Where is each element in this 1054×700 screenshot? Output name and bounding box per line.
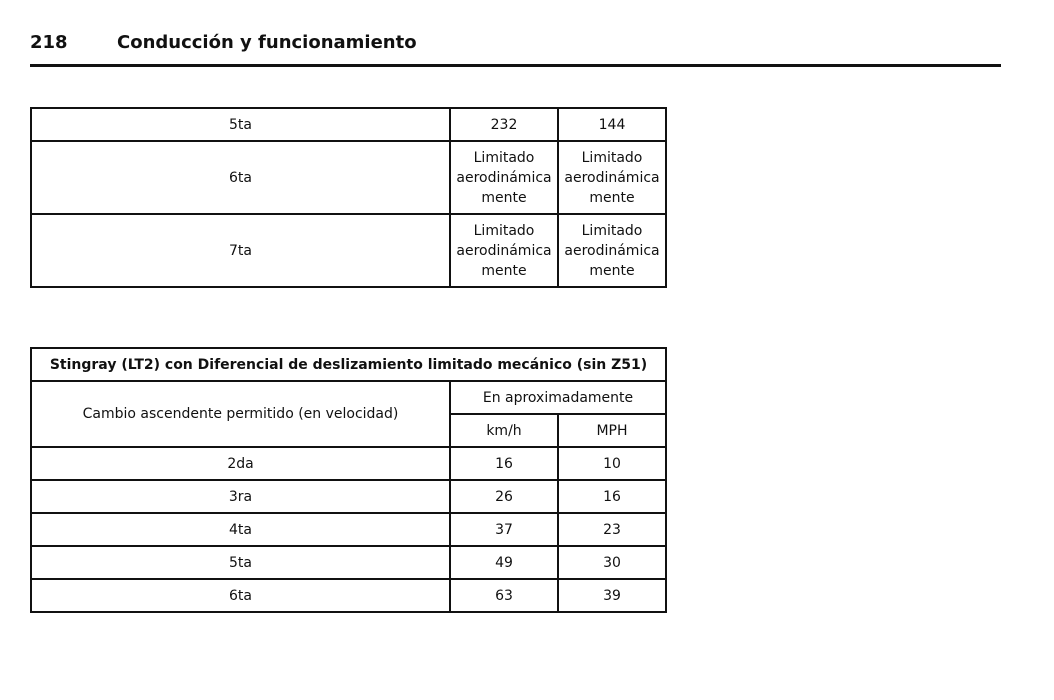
mph-cell: 23 <box>558 513 666 546</box>
table-title: Stingray (LT2) con Diferencial de deslizamiento limitado mecánico (sin Z51) <box>31 348 666 381</box>
table-row <box>31 141 666 214</box>
kmh-cell: 16 <box>450 447 558 480</box>
table-title-row <box>31 348 666 381</box>
page-header <box>30 30 1001 67</box>
page-number: 218 <box>30 32 68 53</box>
mph-cell: Limitado aerodinámica mente <box>558 214 666 287</box>
table-row <box>31 546 666 579</box>
kmh-header: km/h <box>450 414 558 447</box>
gear-cell: 7ta <box>31 214 450 287</box>
kmh-cell: 49 <box>450 546 558 579</box>
mph-header: MPH <box>558 414 666 447</box>
table-row <box>31 480 666 513</box>
kmh-cell: 63 <box>450 579 558 612</box>
gear-cell: 5ta <box>31 546 450 579</box>
table-row <box>31 108 666 141</box>
gear-cell: 5ta <box>31 108 450 141</box>
table-row <box>31 579 666 612</box>
mph-cell: 30 <box>558 546 666 579</box>
mph-cell: 144 <box>558 108 666 141</box>
kmh-cell: Limitado aerodinámica mente <box>450 141 558 214</box>
mph-cell: Limitado aerodinámica mente <box>558 141 666 214</box>
upshift-table-continued <box>30 107 667 288</box>
kmh-cell: 26 <box>450 480 558 513</box>
table-row <box>31 447 666 480</box>
group-header: En aproximadamente <box>450 381 666 414</box>
gear-cell: 4ta <box>31 513 450 546</box>
gear-cell: 3ra <box>31 480 450 513</box>
mph-cell: 39 <box>558 579 666 612</box>
kmh-cell: 232 <box>450 108 558 141</box>
table-row <box>31 513 666 546</box>
mph-cell: 16 <box>558 480 666 513</box>
mph-cell: 10 <box>558 447 666 480</box>
gear-cell: 2da <box>31 447 450 480</box>
stingray-lt2-upshift-table <box>30 347 667 613</box>
table-header-row <box>31 381 666 414</box>
table-row <box>31 214 666 287</box>
row-header: Cambio ascendente permitido (en velocidad) <box>31 381 450 447</box>
gear-cell: 6ta <box>31 141 450 214</box>
kmh-cell: 37 <box>450 513 558 546</box>
gear-cell: 6ta <box>31 579 450 612</box>
kmh-cell: Limitado aerodinámica mente <box>450 214 558 287</box>
section-title: Conducción y funcionamiento <box>117 32 417 53</box>
